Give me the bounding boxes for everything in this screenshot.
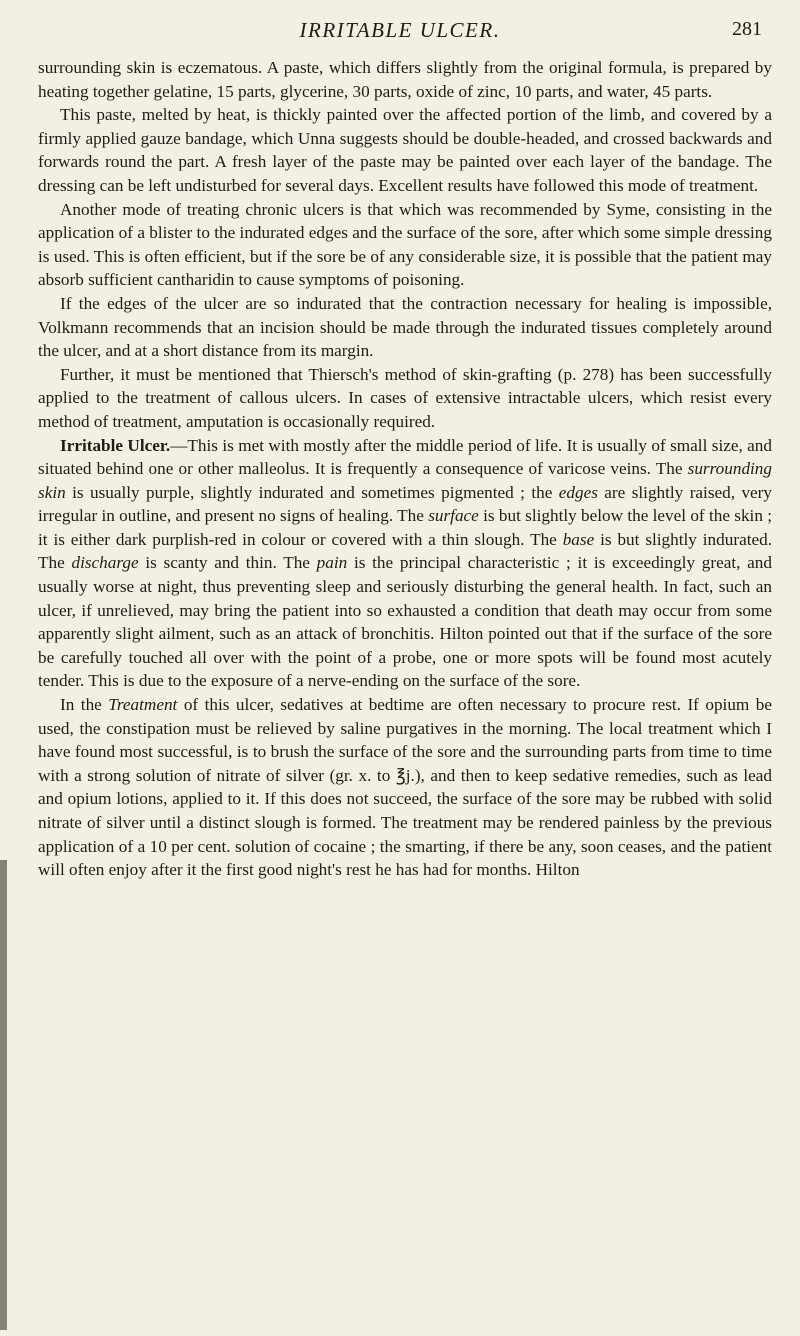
term-edges: edges xyxy=(558,482,598,502)
text-run: —This is met with mostly after the middle period of life. It is usually of small size, and situated behind one or other malleolus. It is frequently a consequence of varicose veins. The xyxy=(38,435,772,479)
term-discharge: discharge xyxy=(71,553,139,573)
term-surface: surface xyxy=(428,506,479,526)
section-heading-irritable-ulcer: Irritable Ulcer. xyxy=(60,435,171,455)
paragraph-treatment xyxy=(38,693,772,882)
term-pain: pain xyxy=(316,553,348,573)
body-text xyxy=(38,56,772,882)
paragraph-skin-grafting: Further, it must be mentioned that Thiersch's method of skin-grafting (p. 278) has been successfully applied to the treatment of callous ulcers. In cases of extensive intractable ulcers, which resist every method of treatment, amputation is occasionally required. xyxy=(38,364,772,431)
text-run: In the xyxy=(60,695,109,715)
running-title: IRRITABLE ULCER. xyxy=(299,18,501,42)
text-run: is the principal characteristic ; it is exceedingly great, and usually worse at night, thus preventing sleep and seriously disturbing the general health. In fact, such an ulcer, if unrelieved, may bring the patient into so exhausted a condition that death may occur from some apparently slight ailment, such as an attack of bronchitis. Hilton pointed out that if the surface of the sore be carefully touched all over with the point of a probe, one or more spots will be found most acutely tender. This is due to the exposure of a nerve-ending on the surface of the sore. xyxy=(38,553,772,691)
paragraph-paste-application: This paste, melted by heat, is thickly painted over the affected portion of the limb, and covered by a firmly applied gauze bandage, which Unna suggests should be double-headed, and crossed backwards and forwards round the part. A fresh layer of the paste may be painted over each layer of the bandage. The dressing can be left undisturbed for several days. Excellent results have followed this mode of treatment. xyxy=(38,105,772,195)
text-run: of this ulcer, sedatives at bedtime are often necessary to procure rest. If opium be used, the constipation must be relieved by saline purgatives in the morning. The local treatment which I have found most successful, is to brush the surface of the sore and the surrounding parts from time to time with a strong solution of nitrate of silver (gr. x. to ℥j.), and then to keep sedative remedies, such as lead and opium lotions, applied to it. If this does not succeed, the surface of the sore may be rubbed with solid nitrate of silver until a distinct slough is formed. The treatment may be rendered painless by the previous application of a 10 per cent. solution of cocaine ; the smarting, if there be any, soon ceases, and the patient will often enjoy after it the first good night's rest he has had for months. Hilton xyxy=(38,695,772,880)
paragraph-irritable-ulcer xyxy=(38,434,772,694)
page-header xyxy=(0,18,800,54)
text-run: is usually purple, slightly indurated and sometimes pigmented ; the xyxy=(65,482,559,502)
paragraph-syme-blister: Another mode of treating chronic ulcers is that which was recommended by Syme, consisting in the application of a blister to the indurated edges and the surface of the sore, after which some simple dressing is used. This is often efficient, but if the sore be of any considerable size, it is possible that the patient may absorb sufficient cantharidin to cause symptoms of poisoning. xyxy=(38,199,772,290)
term-base: base xyxy=(562,529,595,549)
term-treatment: Treatment xyxy=(108,695,178,715)
paragraph-volkmann-incision: If the edges of the ulcer are so indurated that the contraction necessary for healing is impossible, Volkmann recommends that an incision should be made through the indurated tissues completely around the ulcer, and at a short distance from its margin. xyxy=(38,293,772,361)
text-run: are slightly raised, very irregular in outline, and present no signs of healing. The xyxy=(38,482,772,526)
term-surrounding-skin: surrounding skin xyxy=(38,459,772,502)
text-run: is scanty and thin. The xyxy=(138,553,317,573)
text-run: is but slightly below the level of the skin ; it is either dark purplish-red in colour or covered with a thin slough. The xyxy=(38,506,772,549)
text-run: is but slightly indurated. The xyxy=(38,529,772,573)
page-number: 281 xyxy=(732,18,762,40)
page-edge-shadow xyxy=(0,860,7,1330)
paragraph-continued: surrounding skin is eczematous. A paste, which differs slightly from the original formula, is prepared by heating together gelatine, 15 parts, glycerine, 30 parts, oxide of zinc, 10 parts, and water, 45 parts. xyxy=(38,58,772,101)
